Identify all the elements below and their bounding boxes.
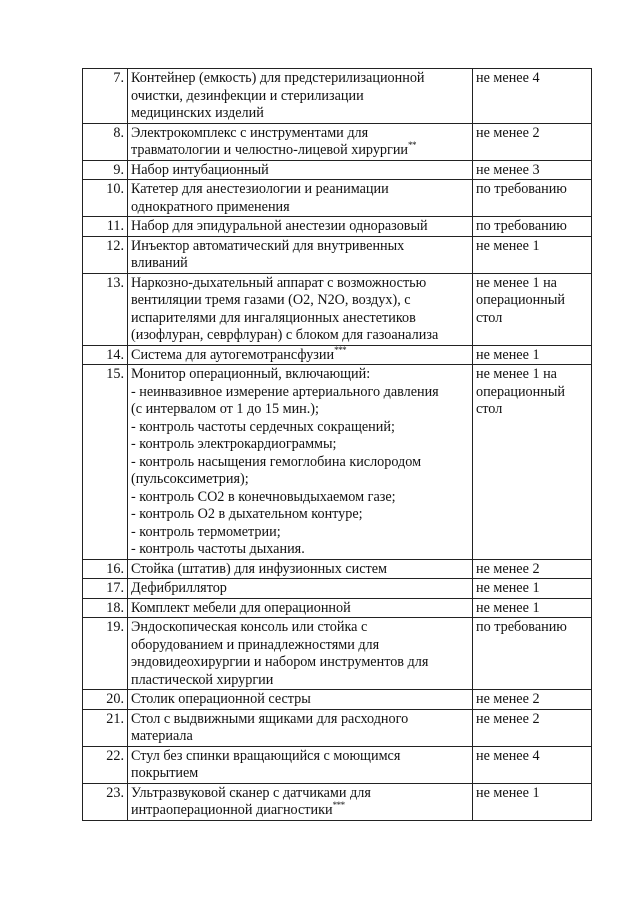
row-number: 10. xyxy=(83,180,128,217)
item-name-text: Катетер для анестезиологии и реанимации xyxy=(131,181,389,197)
item-name-cell xyxy=(128,746,473,783)
item-name-text: Система для аутогемотрансфузии xyxy=(131,346,335,363)
item-name-cell xyxy=(128,69,473,124)
item-name-text: - контроль термометрии; xyxy=(131,523,281,540)
row-number: 9. xyxy=(83,160,128,180)
item-name-line xyxy=(131,580,469,598)
item-name-line xyxy=(131,199,469,217)
quantity-cell xyxy=(473,123,592,160)
item-name-line xyxy=(131,765,469,783)
quantity-cell xyxy=(473,746,592,783)
item-name-text: Столик операционной сестры xyxy=(131,691,311,707)
footnote-marker: *** xyxy=(334,344,347,355)
table-row xyxy=(83,236,592,273)
item-name-cell xyxy=(128,236,473,273)
quantity-text: не менее 2 xyxy=(476,560,540,577)
row-number: 12. xyxy=(83,236,128,273)
item-name-cell xyxy=(128,217,473,237)
quantity-text: не менее 1 xyxy=(476,580,540,596)
item-name-line xyxy=(131,637,469,655)
item-name-cell xyxy=(128,783,473,820)
item-name-line xyxy=(131,691,469,709)
item-name-text: Монитор операционный, включающий: xyxy=(131,366,371,382)
row-number: 22. xyxy=(83,746,128,783)
item-name-cell xyxy=(128,618,473,690)
quantity-cell xyxy=(473,709,592,746)
item-name-text: - контроль частоты сердечных сокращений; xyxy=(131,418,395,435)
item-name-text: Набор для эпидуральной анестезии одноразовый xyxy=(131,218,428,234)
item-name-text: травматологии и челюстно-лицевой хирургии xyxy=(131,142,409,158)
quantity-text: не менее 4 xyxy=(476,70,540,86)
quantity-text: стол xyxy=(476,401,503,417)
table-row xyxy=(83,746,592,783)
item-name-text: Наркозно-дыхательный аппарат с возможностью xyxy=(131,274,427,291)
quantity-text: по требованию xyxy=(476,218,567,234)
row-number: 21. xyxy=(83,709,128,746)
equipment-table xyxy=(82,68,592,821)
item-name-text: - неинвазивное измерение артериального давления xyxy=(131,383,439,400)
item-name-line xyxy=(131,401,469,419)
item-name-text: покрытием xyxy=(131,765,199,781)
item-name-text: материала xyxy=(131,728,193,744)
row-number: 13. xyxy=(83,273,128,345)
table-row xyxy=(83,217,592,237)
quantity-text: не менее 1 xyxy=(476,784,540,801)
item-name-text: оборудованием и принадлежностями для xyxy=(131,636,380,653)
quantity-cell xyxy=(473,579,592,599)
item-name-line xyxy=(131,142,469,160)
item-name-line xyxy=(131,748,469,766)
quantity-cell xyxy=(473,690,592,710)
item-name-line xyxy=(131,70,469,88)
quantity-text: по требованию xyxy=(476,619,567,635)
quantity-text: операционный xyxy=(476,292,565,308)
table-row xyxy=(83,273,592,345)
item-name-line xyxy=(131,672,469,690)
item-name-text: Набор интубационный xyxy=(131,161,269,178)
item-name-line xyxy=(131,344,469,365)
item-name-line xyxy=(131,419,469,437)
item-name-line xyxy=(131,524,469,542)
item-name-text: испарителями для ингаляционных анестетиков xyxy=(131,309,416,326)
quantity-text: стол xyxy=(476,309,503,326)
quantity-text: не менее 3 xyxy=(476,161,540,178)
item-name-cell xyxy=(128,598,473,618)
item-name-text: - контроль электрокардиограммы; xyxy=(131,436,337,452)
row-number: 20. xyxy=(83,690,128,710)
row-number: 15. xyxy=(83,365,128,560)
item-name-line xyxy=(131,728,469,746)
quantity-cell xyxy=(473,559,592,579)
item-name-line xyxy=(131,471,469,489)
item-name-line xyxy=(131,125,469,143)
item-name-line xyxy=(131,327,469,345)
item-name-text: Эндоскопическая консоль или стойка с xyxy=(131,619,368,635)
row-number: 18. xyxy=(83,598,128,618)
row-number: 23. xyxy=(83,783,128,820)
item-name-cell xyxy=(128,180,473,217)
item-name-cell xyxy=(128,579,473,599)
item-name-text: Стол с выдвижными ящиками для расходного xyxy=(131,710,409,727)
item-name-text: Дефибриллятор xyxy=(131,580,227,596)
table-row xyxy=(83,598,592,618)
quantity-text: не менее 4 xyxy=(476,747,540,764)
item-name-cell xyxy=(128,709,473,746)
quantity-text: операционный xyxy=(476,383,565,400)
item-name-text: - контроль O2 в дыхательном контуре; xyxy=(131,506,363,522)
item-name-text: вентиляции тремя газами (O2, N2O, воздух), с xyxy=(131,292,411,308)
item-name-text: вливаний xyxy=(131,255,188,271)
item-name-text: очистки, дезинфекции и стерилизации xyxy=(131,87,364,104)
table-row xyxy=(83,559,592,579)
item-name-line xyxy=(131,541,469,559)
item-name-text: Электрокомплекс с инструментами для xyxy=(131,124,369,141)
quantity-text: не менее 1 на xyxy=(476,274,557,291)
quantity-cell xyxy=(473,273,592,345)
item-name-line xyxy=(131,105,469,123)
item-name-cell xyxy=(128,160,473,180)
table-row xyxy=(83,709,592,746)
table-row xyxy=(83,345,592,365)
item-name-line xyxy=(131,88,469,106)
table-row xyxy=(83,160,592,180)
row-number: 8. xyxy=(83,123,128,160)
row-number: 17. xyxy=(83,579,128,599)
item-name-line xyxy=(131,181,469,199)
row-number: 16. xyxy=(83,559,128,579)
item-name-text: - контроль насыщения гемоглобина кислородом xyxy=(131,453,422,470)
item-name-line xyxy=(131,275,469,293)
item-name-text: пластической хирургии xyxy=(131,671,274,688)
item-name-text: Инъектор автоматический для внутривенных xyxy=(131,237,405,254)
quantity-cell xyxy=(473,160,592,180)
row-number: 19. xyxy=(83,618,128,690)
item-name-text: Стойка (штатив) для инфузионных систем xyxy=(131,560,388,577)
table-row xyxy=(83,618,592,690)
item-name-line xyxy=(131,489,469,507)
item-name-line xyxy=(131,619,469,637)
quantity-cell xyxy=(473,69,592,124)
quantity-cell xyxy=(473,783,592,820)
item-name-cell xyxy=(128,345,473,365)
quantity-text: не менее 2 xyxy=(476,124,540,141)
row-number: 14. xyxy=(83,345,128,365)
quantity-text: не менее 2 xyxy=(476,710,540,727)
item-name-line xyxy=(131,162,469,180)
item-name-text: (с интервалом от 1 до 15 мин.); xyxy=(131,401,319,417)
quantity-cell xyxy=(473,618,592,690)
table-row xyxy=(83,180,592,217)
table-row xyxy=(83,690,592,710)
quantity-text: по требованию xyxy=(476,181,567,197)
item-name-text: - контроль CO2 в конечновыдыхаемом газе; xyxy=(131,488,396,505)
item-name-text: интраоперационной диагностики xyxy=(131,802,333,818)
item-name-text: - контроль частоты дыхания. xyxy=(131,541,305,557)
item-name-line xyxy=(131,366,469,384)
equipment-table-body xyxy=(83,69,592,821)
quantity-cell xyxy=(473,365,592,560)
item-name-text: (пульсоксиметрия); xyxy=(131,471,249,487)
item-name-line xyxy=(131,292,469,310)
row-number: 7. xyxy=(83,69,128,124)
quantity-text: не менее 1 xyxy=(476,237,540,254)
item-name-line xyxy=(131,255,469,273)
quantity-cell xyxy=(473,236,592,273)
item-name-cell xyxy=(128,123,473,160)
quantity-cell xyxy=(473,345,592,365)
item-name-line xyxy=(131,802,469,820)
item-name-line xyxy=(131,561,469,579)
footnote-marker: ** xyxy=(408,140,417,150)
item-name-line xyxy=(131,600,469,618)
quantity-text: не менее 1 xyxy=(476,346,540,363)
item-name-line xyxy=(131,384,469,402)
item-name-cell xyxy=(128,273,473,345)
item-name-cell xyxy=(128,690,473,710)
item-name-line xyxy=(131,785,469,803)
row-number: 11. xyxy=(83,217,128,237)
table-row xyxy=(83,69,592,124)
item-name-line xyxy=(131,238,469,256)
quantity-cell xyxy=(473,180,592,217)
table-row xyxy=(83,579,592,599)
item-name-line xyxy=(131,436,469,454)
item-name-text: (изофлуран, севрфлуран) с блоком для газоанализа xyxy=(131,327,439,343)
item-name-line xyxy=(131,218,469,236)
item-name-line xyxy=(131,711,469,729)
quantity-text: не менее 1 xyxy=(476,599,540,616)
footnote-marker: *** xyxy=(332,800,345,810)
item-name-text: Стул без спинки вращающийся с моющимся xyxy=(131,747,401,764)
item-name-text: Контейнер (емкость) для предстерилизационной xyxy=(131,70,425,86)
item-name-cell xyxy=(128,365,473,560)
item-name-line xyxy=(131,654,469,672)
item-name-cell xyxy=(128,559,473,579)
item-name-text: Ультразвуковой сканер с датчиками для xyxy=(131,784,371,801)
item-name-text: эндовидеохирургии и набором инструментов для xyxy=(131,654,429,670)
item-name-line xyxy=(131,454,469,472)
item-name-line xyxy=(131,506,469,524)
item-name-text: Комплект мебели для операционной xyxy=(131,599,351,616)
table-row xyxy=(83,783,592,820)
quantity-cell xyxy=(473,217,592,237)
item-name-line xyxy=(131,310,469,328)
quantity-text: не менее 1 на xyxy=(476,366,557,382)
table-row xyxy=(83,365,592,560)
table-row xyxy=(83,123,592,160)
item-name-text: однократного применения xyxy=(131,198,290,215)
quantity-cell xyxy=(473,598,592,618)
item-name-text: медицинских изделий xyxy=(131,105,264,121)
quantity-text: не менее 2 xyxy=(476,691,540,707)
